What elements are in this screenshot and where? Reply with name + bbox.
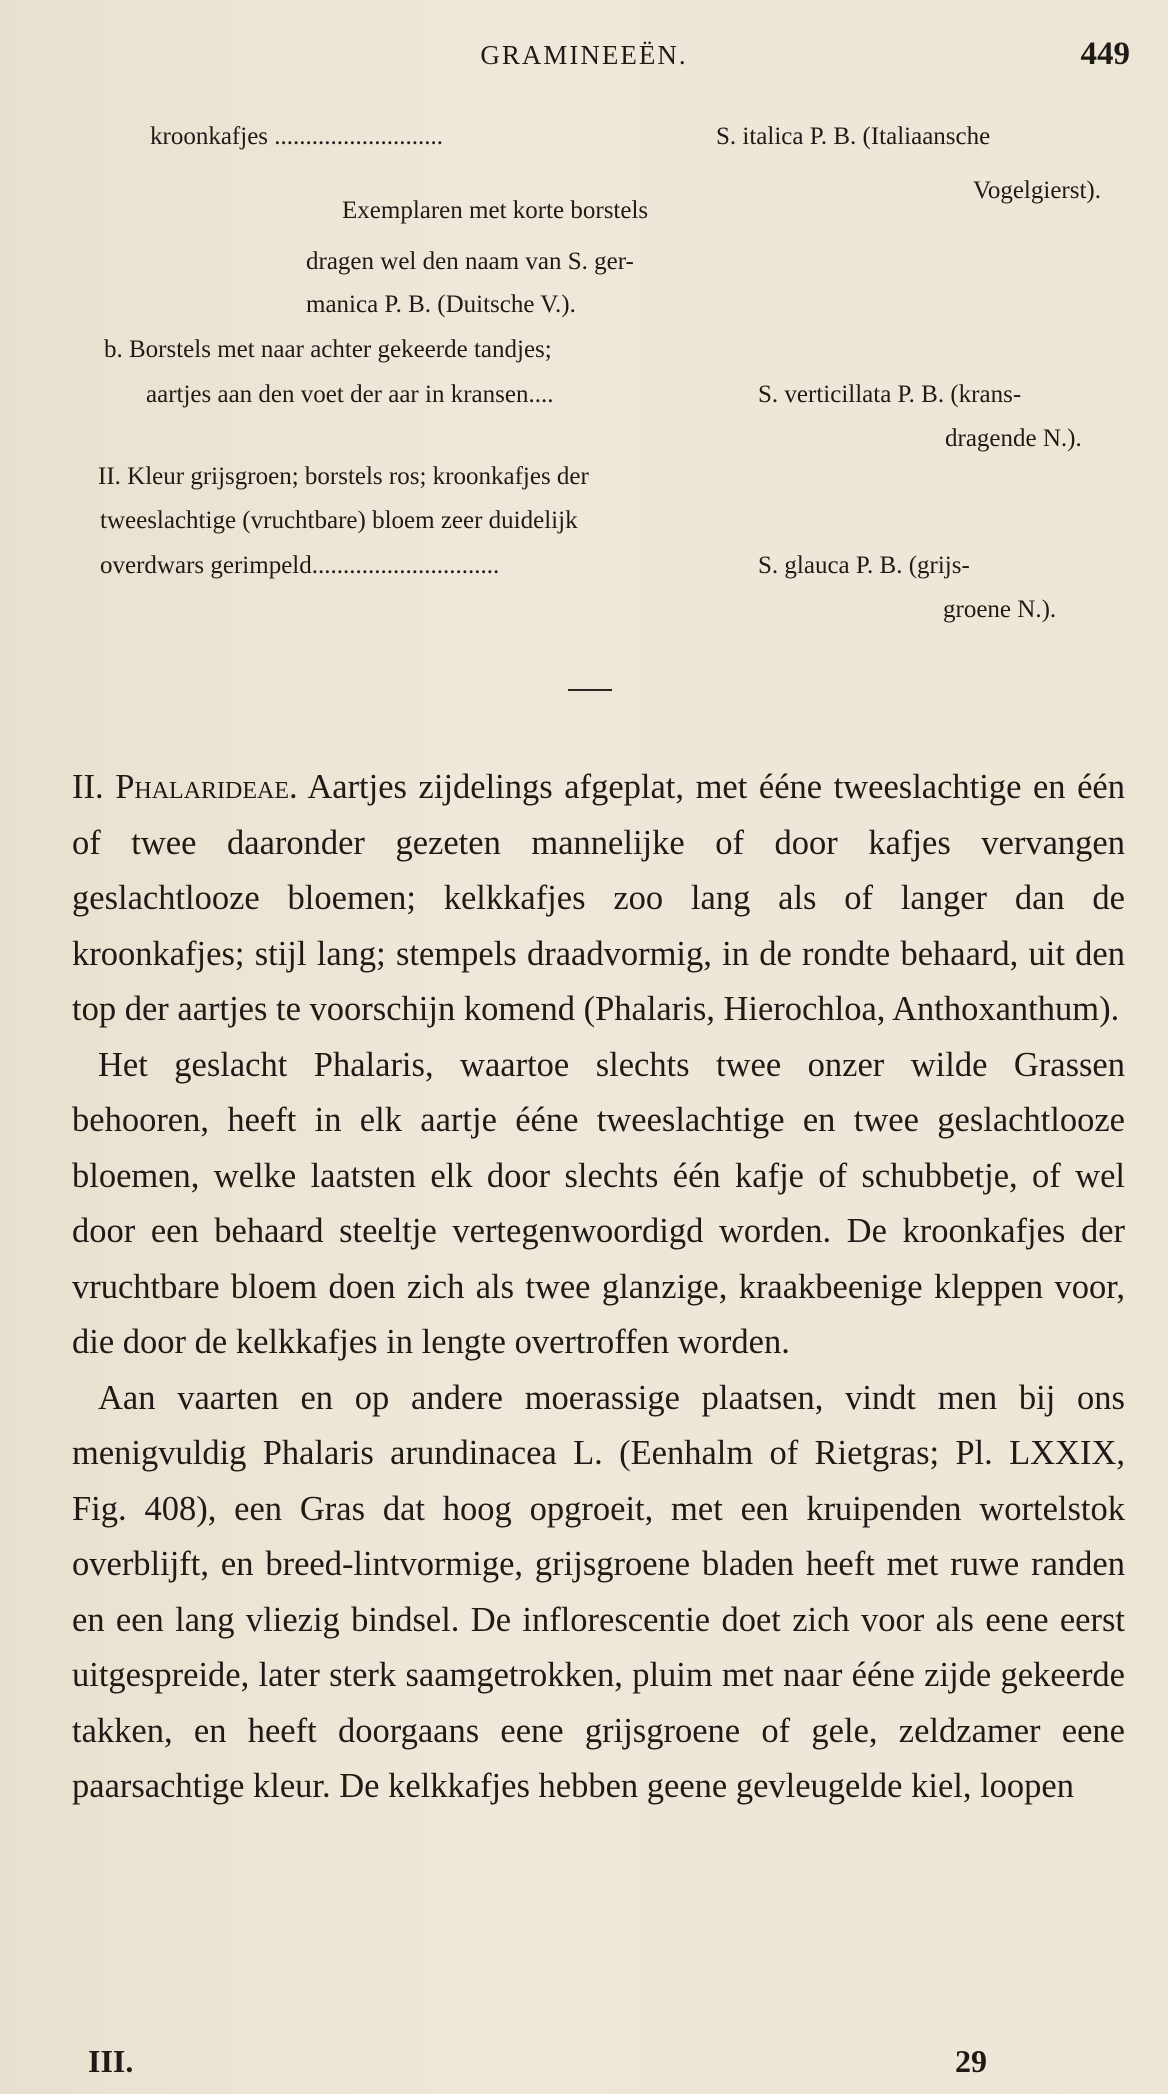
key-line-10: tweeslachtige (vruchtbare) bloem zeer duidelijk: [100, 507, 578, 534]
sheet-number: 29: [955, 2043, 987, 2079]
key-line-5: manica P. B. (Duitsche V.).: [306, 291, 576, 318]
key-line-6: b. Borstels met naar achter gekeerde tandjes;: [104, 336, 552, 363]
paragraph-phalarideae: [72, 760, 1125, 1038]
key-line-11-left: overdwars gerimpeld..............................: [100, 552, 500, 579]
section-number: II.: [72, 768, 104, 806]
paragraph-2: Het geslacht Phalaris, waartoe slechts twee onzer wilde Grassen behooren, heeft in elk aartje ééne tweeslachtige en twee geslachtlooze bloemen, welke laatsten elk door slechts één kafje of schubbetje, of wel door een behaard steeltje vertegenwoordigd worden. De kroonkafjes der vruchtbare bloem doen zich als twee glanzige, kraakbeenige kleppen voor, die door de kelkkafjes in lengte overtroffen worden.: [72, 1045, 1125, 1361]
dot-leader: ..............................: [311, 552, 500, 579]
paragraph-1-text: Aartjes zijdelings afgeplat, met ééne tweeslachtige en één of twee daaronder gezeten mannelijke of door kafjes vervangen geslachtlooze bloemen; kelkkafjes zoo lang als of langer dan de kroonkafjes; stijl lang; stempels draadvormig, in de rondte behaard, uit den top der aartjes te voorschijn komend (Phalaris, Hierochloa, Anthoxanthum).: [72, 768, 1125, 1028]
key-line-3: Exemplaren met korte borstels: [342, 197, 649, 224]
key-line-2: Vogelgierst).: [973, 177, 1101, 204]
main-text: [72, 760, 1125, 1815]
section-title: Phalarideae.: [115, 768, 298, 806]
paragraph-3: Aan vaarten en op andere moerassige plaatsen, vindt men bij ons menigvuldig Phalaris arundinacea L. (Eenhalm of Rietgras; Pl. LXXIX, Fig. 408), een Gras dat hoog opgroeit, met een kruipenden wortelstok overblijft, en breed-lintvormige, grijsgroene bladen heeft met ruwe randen en een lang vliezig bindsel. De inflorescentie doet zich voor als eene eerst uitgespreide, later sterk saamgetrokken, pluim met naar ééne zijde gekeerde takken, en heeft doorgaans eene grijsgroene of gele, zeldzamer eene paarsachtige kleur. De kelkkafjes hebben geene gevleugelde kiel, loopen: [72, 1378, 1125, 1805]
key-line-1-left: kroonkafjes ...........................: [150, 123, 444, 150]
section-divider: [568, 689, 612, 691]
dot-leader: ...........................: [268, 123, 444, 150]
key-line-9: II. Kleur grijsgroen; borstels ros; kroonkafjes der: [98, 463, 589, 490]
key-line-7-left: aartjes aan den voet der aar in kransen....: [146, 381, 554, 408]
key-line-8: dragende N.).: [945, 425, 1082, 452]
key-line-12: groene N.).: [943, 596, 1057, 623]
key-line-7-right: S. verticillata P. B. (krans-: [758, 381, 1022, 408]
key-line-11-right: S. glauca P. B. (grijs-: [758, 552, 970, 579]
signature-mark: III.: [88, 2043, 134, 2079]
page-number: 449: [1080, 36, 1130, 72]
running-title: GRAMINEEËN.: [480, 40, 688, 70]
key-line-1-right: S. italica P. B. (Italiaansche: [716, 123, 991, 150]
key-line-4: dragen wel den naam van S. ger-: [306, 248, 634, 275]
